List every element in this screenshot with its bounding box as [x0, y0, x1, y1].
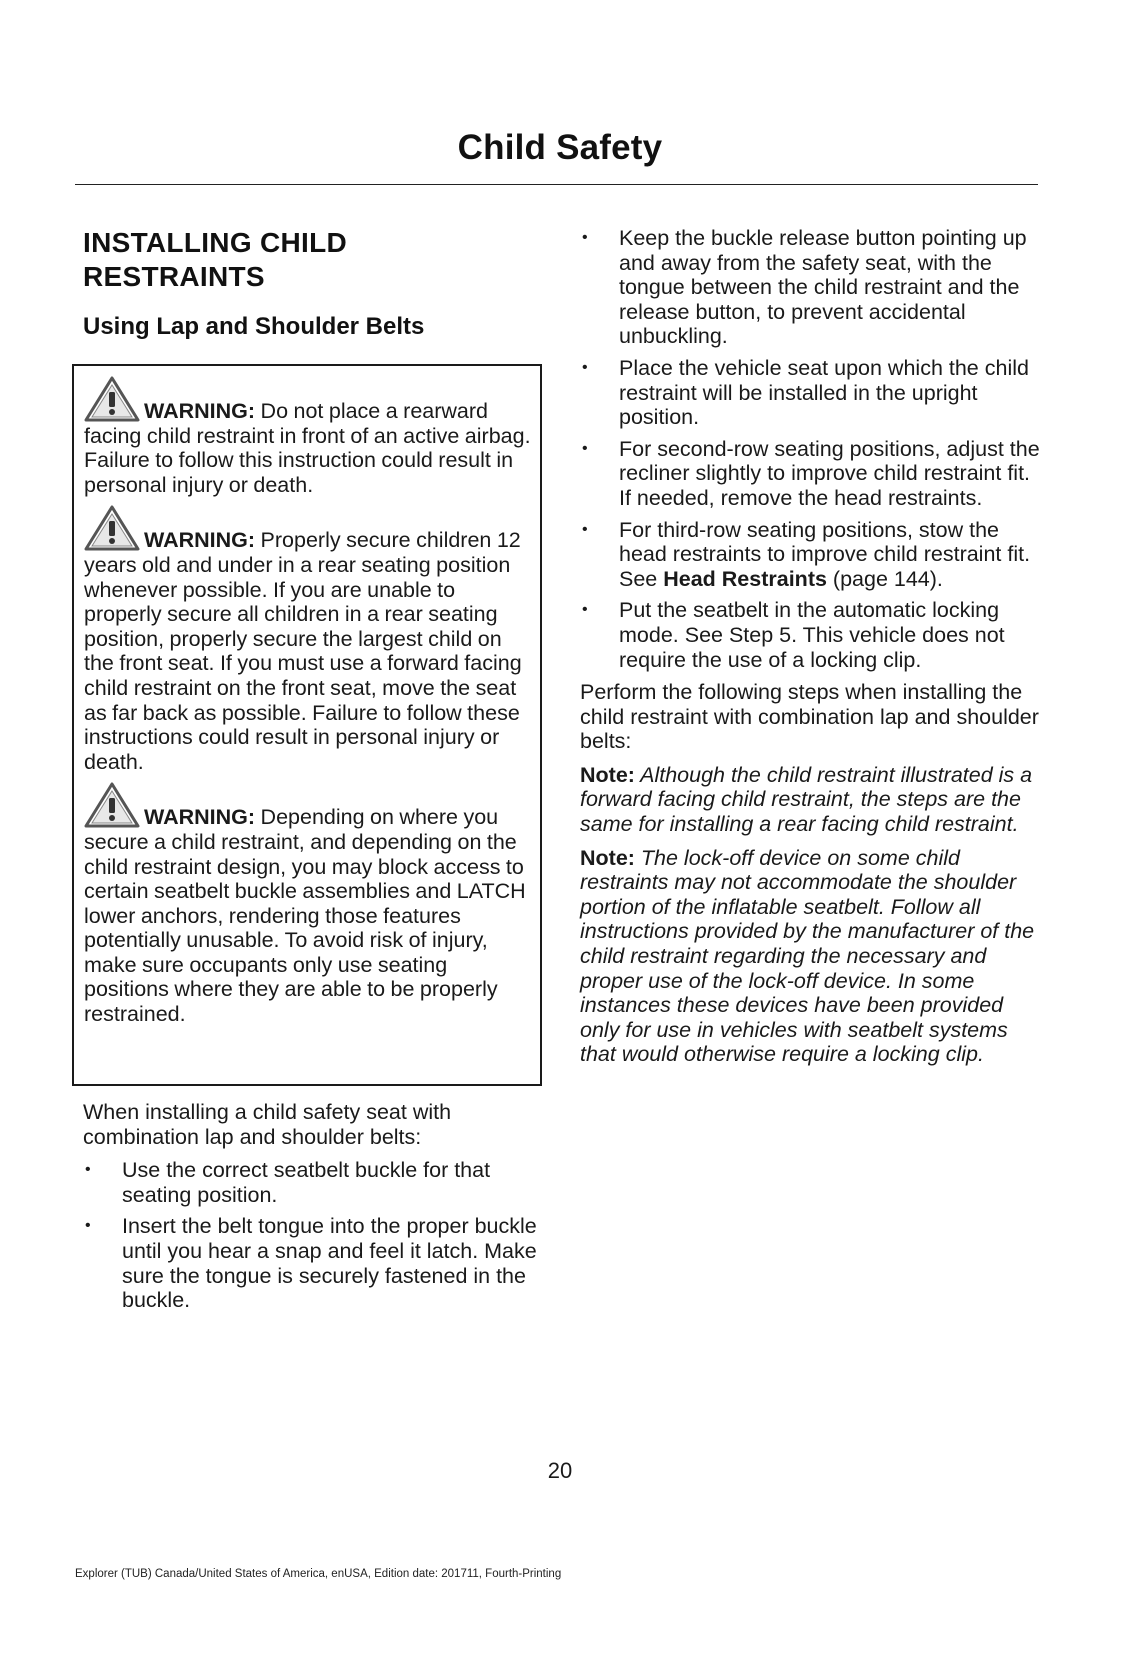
bullet-marker: •	[582, 439, 588, 457]
warning-label: WARNING:	[144, 399, 256, 423]
bullet-marker: •	[85, 1217, 91, 1235]
note-2	[580, 846, 1040, 1067]
list-item	[580, 437, 1040, 511]
bullet-marker: •	[582, 358, 588, 376]
list-item-text: Place the vehicle seat upon which the child restraint will be installed in the upright position.	[619, 355, 1029, 430]
warning-box	[72, 364, 542, 1086]
page-reference: (page 144).	[826, 566, 943, 591]
note-label: Note:	[580, 845, 635, 870]
warning-label: WARNING:	[144, 805, 256, 830]
warning-triangle-icon	[84, 782, 140, 828]
warning-2	[84, 505, 531, 774]
bullet-marker: •	[582, 601, 588, 619]
list-item-text: Insert the belt tongue into the proper buckle until you hear a snap and feel it latch. Make sure the tongue is securely fastened in the buckle.	[122, 1214, 537, 1313]
warning-3	[84, 782, 531, 1026]
warning-text: Depending on where you secure a child restraint, and depending on the child restraint design, you may block access to certain seatbelt buckle assemblies and LATCH lower anchors, rendering those features potentially unusable. To avoid risk of injury, make sure occupants only use seating positions where they are able to be properly restrained.	[84, 805, 526, 1027]
warning-text: Properly secure children 12 years old and under in a rear seating position whenever possible. If you are unable to properly secure all children in a rear seating position, properly secure the largest child on the front seat. If you must use a forward facing child restraint on the front seat, move the seat as far back as possible. Failure to follow these instructions could result in personal injury or death.	[84, 528, 522, 774]
list-item-text: Put the seatbelt in the automatic locking mode. See Step 5. This vehicle does not require the use of a locking clip.	[619, 598, 1005, 672]
warning-triangle-icon	[84, 505, 140, 551]
left-column-lower	[83, 1100, 543, 1321]
list-item	[580, 518, 1040, 592]
intro-paragraph: When installing a child safety seat with combination lap and shoulder belts:	[83, 1100, 452, 1149]
edition-footer: Explorer (TUB) Canada/United States of America, enUSA, Edition date: 201711, Fourth-Printing	[75, 1568, 562, 1580]
section-heading: INSTALLING CHILD RESTRAINTS	[83, 227, 348, 292]
cross-reference-link[interactable]: Head Restraints	[663, 566, 827, 591]
steps-intro-paragraph: Perform the following steps when installing the child restraint with combination lap and shoulder belts:	[580, 680, 1039, 754]
list-item	[580, 356, 1040, 430]
list-item-text: Keep the buckle release button pointing up and away from the safety seat, with the tongue between the child restraint and the release button, to prevent accidental unbuckling.	[619, 226, 1027, 349]
right-bullet-list	[580, 226, 1040, 672]
warning-triangle-icon	[84, 376, 140, 422]
sub-heading: Using Lap and Shoulder Belts	[83, 313, 425, 340]
page-number: 20	[547, 1458, 573, 1483]
list-item-text: Use the correct seatbelt buckle for that seating position.	[122, 1158, 491, 1207]
note-text: The lock-off device on some child restraints may not accommodate the shoulder portion of the inflatable seatbelt. Follow all instructions provided by the manufacturer of the child restraint regarding the necessary and proper use of the lock-off device. In some instances these devices have been provided only for use in vehicles with seatbelt systems that would otherwise require a locking clip.	[580, 845, 1035, 1067]
warning-1	[84, 376, 531, 497]
list-item	[580, 226, 1040, 349]
list-item	[83, 1158, 543, 1207]
list-item	[83, 1214, 543, 1312]
bullet-marker: •	[582, 520, 588, 538]
left-column	[83, 226, 543, 358]
bullet-marker: •	[582, 229, 588, 246]
warning-text: Do not place a rearward facing child restraint in front of an active airbag. Failure to follow this instruction could result in personal injury or death.	[84, 399, 531, 497]
note-label: Note:	[580, 762, 635, 787]
note-text: Although the child restraint illustrated is a forward facing child restraint, the steps are the same for installing a rear facing child restraint.	[580, 762, 1033, 837]
list-item-text: For third-row seating positions, stow the head restraints to improve child restraint fit. See	[619, 517, 1031, 591]
list-item	[580, 598, 1040, 672]
list-item-text: For second-row seating positions, adjust the recliner slightly to improve child restraint fit. If needed, remove the head restraints.	[619, 436, 1040, 510]
left-bullet-list	[83, 1158, 543, 1313]
note-1	[580, 763, 1040, 837]
right-column	[580, 226, 1040, 1076]
bullet-marker: •	[85, 1161, 91, 1179]
title-divider	[75, 184, 1038, 185]
warning-label: WARNING:	[144, 528, 256, 553]
page-title: Child Safety	[457, 128, 663, 167]
